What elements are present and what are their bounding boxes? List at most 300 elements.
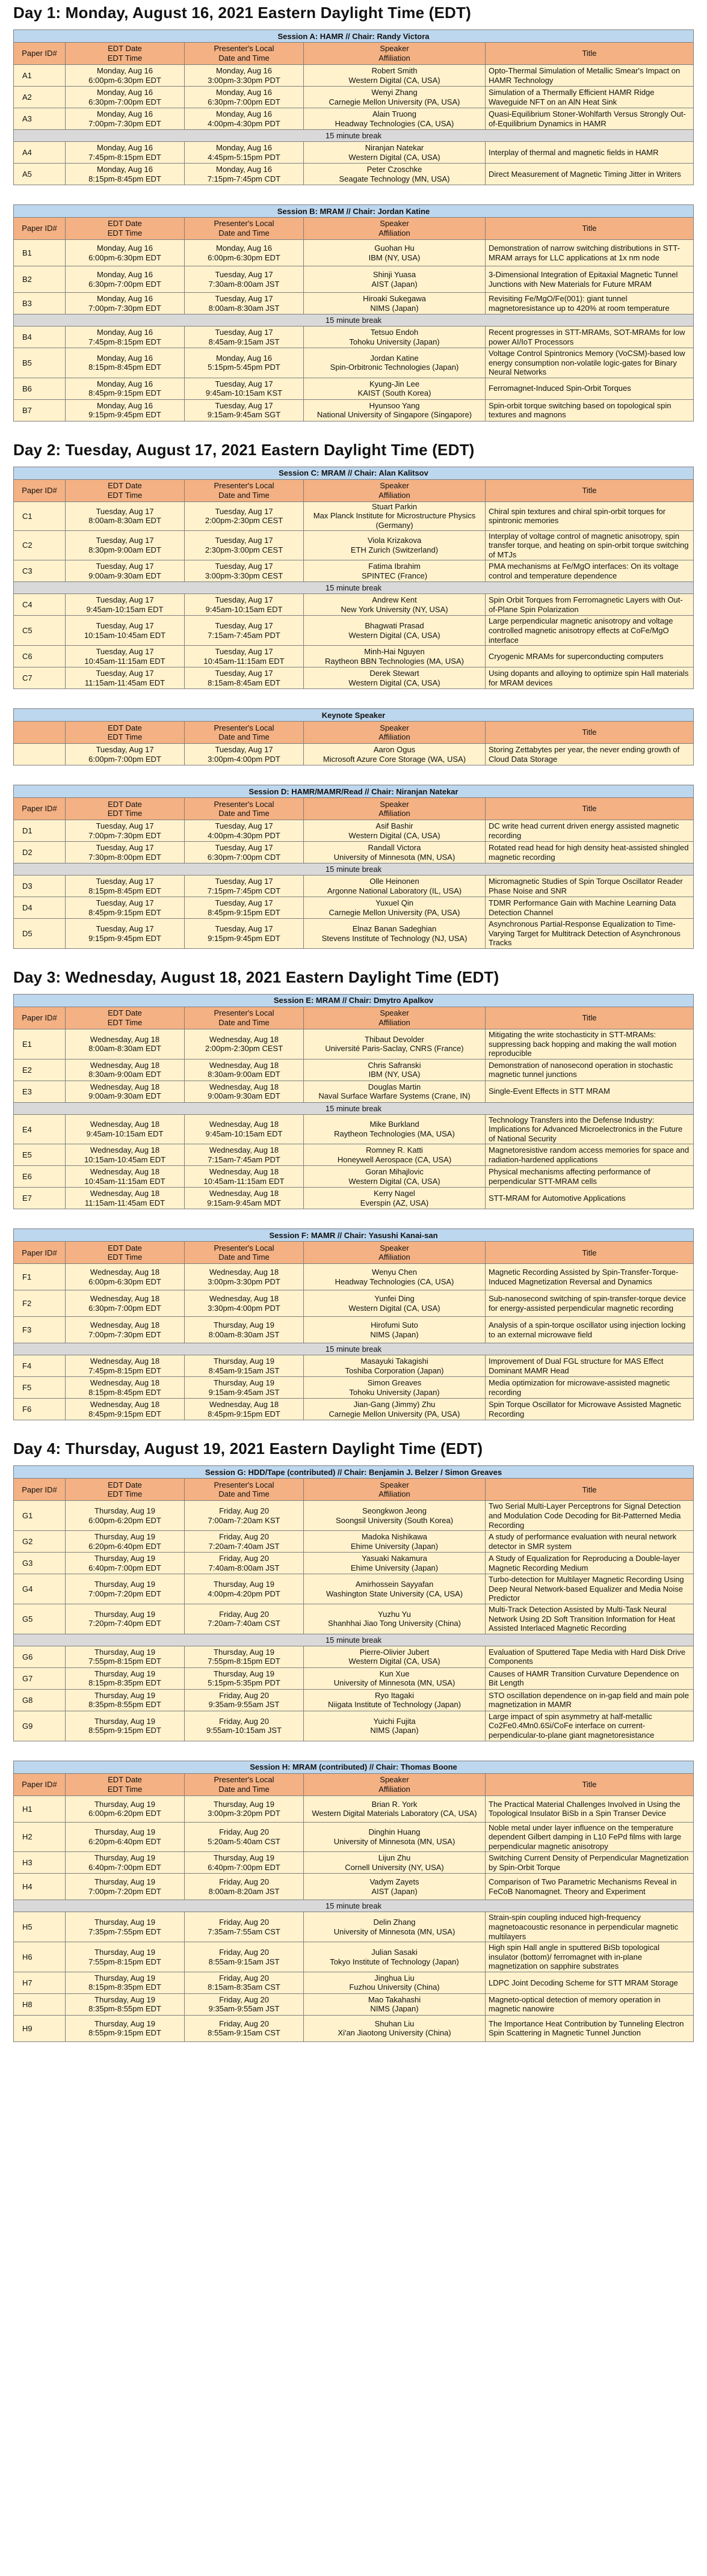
cell-line: Mao Takahashi <box>368 1995 421 2004</box>
day-title: Day 3: Wednesday, August 18, 2021 Eastern Daylight Time (EDT) <box>13 968 499 986</box>
cell-line: Thursday, Aug 19 <box>94 1799 155 1809</box>
talk-title: Comparison of Two Parametric Mechanisms Reveal in FeCoB Nanomagnet. Theory and Experiment <box>486 1874 694 1900</box>
speaker-affiliation <box>304 1501 486 1531</box>
cell-line: Affiliation <box>378 809 410 818</box>
session-header-row <box>14 994 694 1007</box>
cell-line: Aaron Ogus <box>373 745 416 755</box>
cell-line: Monday, Aug 16 <box>216 353 272 363</box>
local-datetime <box>185 1912 304 1942</box>
edt-datetime <box>66 1604 185 1634</box>
cell-line: 7:20pm-7:40pm EDT <box>88 1619 161 1628</box>
paper-id: A2 <box>14 87 66 108</box>
session-table <box>13 467 694 689</box>
column-header <box>304 722 486 744</box>
paper-id: G9 <box>14 1711 66 1741</box>
paper-id: H2 <box>14 1822 66 1852</box>
cell-line: Madoka Nishikawa <box>361 1532 428 1542</box>
column-header <box>66 43 185 65</box>
paper-id: B4 <box>14 327 66 348</box>
paper-id: E3 <box>14 1081 66 1102</box>
cell-line: Argonne National Laboratory (IL, USA) <box>327 886 462 895</box>
cell-line: 3:00pm-3:30pm CEST <box>205 571 283 580</box>
speaker-affiliation <box>304 594 486 616</box>
paper-id: A4 <box>14 142 66 164</box>
paper-id: E7 <box>14 1188 66 1209</box>
cell-line: Monday, Aug 16 <box>216 143 272 152</box>
edt-datetime <box>66 744 185 765</box>
column-header <box>486 722 694 744</box>
session-block <box>13 994 694 1210</box>
cell-line: Monday, Aug 16 <box>216 164 272 174</box>
edt-datetime <box>66 1166 185 1188</box>
column-header <box>14 43 66 65</box>
table-row <box>14 1317 694 1343</box>
speaker-affiliation <box>304 1317 486 1343</box>
paper-id: C6 <box>14 646 66 667</box>
edt-datetime <box>66 378 185 399</box>
edt-datetime <box>66 1501 185 1531</box>
column-header-row <box>14 479 694 501</box>
cell-line: Thursday, Aug 19 <box>94 1647 155 1657</box>
paper-id: G2 <box>14 1531 66 1553</box>
speaker-affiliation <box>304 1574 486 1604</box>
cell-line: Tuesday, Aug 17 <box>96 595 154 605</box>
local-datetime <box>185 1796 304 1822</box>
cell-line: Affiliation <box>378 1489 410 1499</box>
session-table <box>13 708 694 765</box>
day-title: Day 2: Tuesday, August 17, 2021 Eastern Daylight Time (EDT) <box>13 440 475 459</box>
local-datetime <box>185 1059 304 1081</box>
cell-line: Affiliation <box>378 490 410 500</box>
cell-line: Western Digital (CA, USA) <box>348 1657 440 1666</box>
cell-line: 8:45pm-9:15pm EDT <box>88 907 161 917</box>
talk-title: Simulation of a Thermally Efficient HAMR Ridge Waveguide NFT on an AlN Heat Sink <box>486 87 694 108</box>
cell-line: Wednesday, Aug 18 <box>209 1120 279 1129</box>
cell-line: 8:15pm-8:45pm EDT <box>88 886 161 895</box>
local-datetime <box>185 399 304 421</box>
cell-line: 6:00pm-6:30pm EDT <box>88 1277 161 1286</box>
edt-datetime <box>66 919 185 949</box>
cell-line: NIMS (Japan) <box>370 1726 419 1735</box>
talk-title: Chiral spin textures and chiral spin-orbit torques for spintronic memories <box>486 501 694 530</box>
cell-line: Goran Mihajlovic <box>365 1167 424 1177</box>
column-header <box>185 1242 304 1264</box>
talk-title: Spin Orbit Torques from Ferromagnetic Layers with Out-of-Plane Spin Polarization <box>486 594 694 616</box>
cell-line: Title <box>582 485 597 495</box>
cell-line: Western Digital (CA, USA) <box>348 1303 440 1313</box>
cell-line: Affiliation <box>378 1253 410 1262</box>
cell-line: Title <box>582 1248 597 1257</box>
paper-id: E5 <box>14 1144 66 1166</box>
cell-line: 9:15pm-9:45pm EDT <box>88 410 161 420</box>
cell-line: Tuesday, Aug 17 <box>96 621 154 631</box>
cell-line: Masayuki Takagishi <box>360 1357 428 1366</box>
talk-title: Cryogenic MRAMs for superconducting computers <box>486 646 694 667</box>
table-row <box>14 1399 694 1420</box>
cell-line: Presenter's Local <box>214 44 274 54</box>
cell-line: 7:00pm-7:30pm EDT <box>88 118 161 128</box>
cell-line: Monday, Aug 16 <box>97 143 153 152</box>
cell-line: 9:15am-9:45am SGT <box>207 410 281 420</box>
cell-line: Tuesday, Aug 17 <box>215 745 273 755</box>
table-row <box>14 1689 694 1711</box>
table-row <box>14 667 694 689</box>
cell-line: Date and Time <box>218 490 270 500</box>
column-header <box>486 479 694 501</box>
local-datetime <box>185 667 304 689</box>
cell-line: 8:45pm-9:15pm EDT <box>88 388 161 398</box>
cell-line: Date and Time <box>218 1784 270 1794</box>
session-header-row <box>14 467 694 479</box>
cell-line: 6:40pm-7:00pm EDT <box>208 1862 280 1872</box>
cell-line: EDT Time <box>107 1784 143 1794</box>
local-datetime <box>185 1290 304 1317</box>
cell-line: 5:20am-5:40am CST <box>208 1836 280 1846</box>
cell-line: Tuesday, Aug 17 <box>96 669 154 678</box>
speaker-affiliation <box>304 348 486 378</box>
cell-line: Friday, Aug 20 <box>219 1716 269 1726</box>
local-datetime <box>185 1667 304 1689</box>
break-row <box>14 130 694 142</box>
table-row <box>14 1874 694 1900</box>
cell-line: Headway Technologies (CA, USA) <box>335 1277 454 1286</box>
table-row <box>14 1355 694 1377</box>
cell-line: University of Minnesota (MN, USA) <box>333 1836 455 1846</box>
talk-title: Sub-nanosecond switching of spin-transfer-torque device for energy-assisted perpendicular magnetic recording <box>486 1290 694 1317</box>
break-row <box>14 1343 694 1355</box>
paper-id: A3 <box>14 108 66 130</box>
cell-line: Thursday, Aug 19 <box>214 1378 274 1388</box>
column-header <box>304 1773 486 1796</box>
cell-line: Thursday, Aug 19 <box>94 1995 155 2004</box>
cell-line: Paper ID# <box>22 1779 57 1789</box>
speaker-affiliation <box>304 560 486 582</box>
local-datetime <box>185 842 304 863</box>
cell-line: Wednesday, Aug 18 <box>209 1034 279 1044</box>
column-header-row <box>14 798 694 820</box>
break-label: 15 minute break <box>14 1102 694 1114</box>
column-header <box>486 218 694 240</box>
talk-title: Two Serial Multi-Layer Perceptrons for Signal Detection and Modulation Code Decoding for Bit-Patterned Media Recording <box>486 1501 694 1531</box>
cell-line: Western Digital (CA, USA) <box>348 630 440 640</box>
edt-datetime <box>66 1942 185 1972</box>
column-header <box>185 1007 304 1029</box>
column-header-row <box>14 1773 694 1796</box>
paper-id: F3 <box>14 1317 66 1343</box>
cell-line: Kerry Nagel <box>374 1189 415 1198</box>
talk-title: Improvement of Dual FGL structure for MAS Effect Dominant MAMR Head <box>486 1355 694 1377</box>
cell-line: 7:00pm-7:30pm EDT <box>88 1329 161 1339</box>
cell-line: Carnegie Mellon University (PA, USA) <box>329 907 460 917</box>
table-row <box>14 919 694 949</box>
cell-line: Tuesday, Aug 17 <box>96 647 154 657</box>
cell-line: EDT Time <box>107 54 143 63</box>
cell-line: 7:00pm-7:20pm EDT <box>88 1589 161 1598</box>
cell-line: 5:15pm-5:45pm PDT <box>208 363 280 372</box>
talk-title: A Study of Equalization for Reproducing a Double-layer Magnetic Recording Medium <box>486 1553 694 1574</box>
speaker-affiliation <box>304 1377 486 1399</box>
speaker-affiliation <box>304 897 486 919</box>
cell-line: Monday, Aug 16 <box>97 293 153 303</box>
table-row <box>14 1604 694 1634</box>
cell-line: Stuart Parkin <box>371 501 418 511</box>
cell-line: Andrew Kent <box>372 595 417 605</box>
session-header: Session B: MRAM // Chair: Jordan Katine <box>14 205 694 218</box>
cell-line: 2:00pm-2:30pm CEST <box>205 1044 283 1053</box>
local-datetime <box>185 1874 304 1900</box>
cell-line: Speaker <box>380 723 409 732</box>
table-row <box>14 108 694 130</box>
edt-datetime <box>66 293 185 314</box>
column-header <box>14 218 66 240</box>
paper-id: B5 <box>14 348 66 378</box>
cell-line: Tohoku University (Japan) <box>349 337 440 346</box>
cell-line: 3:30pm-4:00pm PDT <box>208 1303 280 1313</box>
edt-datetime <box>66 1972 185 1993</box>
column-header <box>486 1007 694 1029</box>
speaker-affiliation <box>304 87 486 108</box>
paper-id: G1 <box>14 1501 66 1531</box>
edt-datetime <box>66 530 185 560</box>
cell-line: NIMS (Japan) <box>370 1329 419 1339</box>
cell-line: Simon Greaves <box>367 1378 422 1388</box>
local-datetime <box>185 164 304 185</box>
cell-line: Tuesday, Aug 17 <box>96 536 154 545</box>
speaker-affiliation <box>304 616 486 646</box>
column-header-row <box>14 1242 694 1264</box>
table-row <box>14 897 694 919</box>
cell-line: 7:15am-7:45am PDT <box>208 1155 280 1164</box>
talk-title: Causes of HAMR Transition Curvature Dependence on Bit Length <box>486 1667 694 1689</box>
cell-line: Shanhhai Jiao Tong University (China) <box>328 1619 461 1628</box>
local-datetime <box>185 266 304 293</box>
cell-line: 4:00pm-4:20pm PDT <box>208 1589 280 1598</box>
speaker-affiliation <box>304 378 486 399</box>
local-datetime <box>185 1114 304 1144</box>
cell-line: 6:20pm-6:40pm EDT <box>88 1541 161 1551</box>
cell-line: 8:00am-8:30am JST <box>208 1329 280 1339</box>
edt-datetime <box>66 164 185 185</box>
cell-line: Friday, Aug 20 <box>219 1532 269 1542</box>
cell-line: 8:35pm-8:55pm EDT <box>88 2004 161 2014</box>
speaker-affiliation <box>304 1912 486 1942</box>
cell-line: Presenter's Local <box>214 1775 274 1784</box>
cell-line: Tuesday, Aug 17 <box>215 821 273 831</box>
paper-id: F6 <box>14 1399 66 1420</box>
column-header <box>185 798 304 820</box>
local-datetime <box>185 1501 304 1531</box>
cell-line: Presenter's Local <box>214 219 274 228</box>
table-row <box>14 1531 694 1553</box>
session-block <box>13 204 694 422</box>
cell-line: Mike Burkland <box>369 1120 419 1129</box>
column-header-row <box>14 1007 694 1029</box>
local-datetime <box>185 919 304 949</box>
cell-line: Thursday, Aug 19 <box>214 1799 274 1809</box>
cell-line: 3:00pm-3:30pm PDT <box>208 1277 280 1286</box>
edt-datetime <box>66 1822 185 1852</box>
column-header-row <box>14 722 694 744</box>
cell-line: 8:15am-8:35am CST <box>208 1983 280 1992</box>
cell-line: EDT Time <box>107 1017 143 1027</box>
break-label: 15 minute break <box>14 582 694 594</box>
cell-line: Niigata Institute of Technology (Japan) <box>328 1700 461 1710</box>
table-row <box>14 240 694 266</box>
session-header-row <box>14 709 694 722</box>
paper-id <box>14 744 66 765</box>
cell-line: 8:55pm-9:15pm EDT <box>88 1726 161 1735</box>
cell-line: Wednesday, Aug 18 <box>209 1400 279 1409</box>
speaker-affiliation <box>304 1711 486 1741</box>
speaker-affiliation <box>304 1874 486 1900</box>
cell-line: Thursday, Aug 19 <box>94 1580 155 1589</box>
paper-id: H6 <box>14 1942 66 1972</box>
cell-line: Thursday, Aug 19 <box>214 1647 274 1657</box>
break-label: 15 minute break <box>14 314 694 327</box>
session-header: Session H: MRAM (contributed) // Chair: Thomas Boone <box>14 1761 694 1773</box>
talk-title: Mitigating the write stochasticity in STT-MRAMs: suppressing back hopping and making the wall motion reproducible <box>486 1029 694 1059</box>
table-row <box>14 1912 694 1942</box>
cell-line: EDT Date <box>108 219 142 228</box>
cell-line: Friday, Aug 20 <box>219 1973 269 1983</box>
cell-line: Yuxuel Qin <box>375 898 413 908</box>
local-datetime <box>185 1689 304 1711</box>
cell-line: Tetsuo Endoh <box>370 327 419 337</box>
table-row <box>14 876 694 897</box>
session-block <box>13 467 694 689</box>
column-header <box>486 43 694 65</box>
cell-line: Everspin (AZ, USA) <box>360 1198 429 1207</box>
cell-line: Hirofumi Suto <box>371 1320 418 1330</box>
paper-id: G6 <box>14 1646 66 1667</box>
local-datetime <box>185 293 304 314</box>
cell-line: Paper ID# <box>22 224 57 233</box>
talk-title: Technology Transfers into the Defense Industry: Implications for Advanced Microelectronics in the Future of National Security <box>486 1114 694 1144</box>
cell-line: 9:35am-9:55am JST <box>208 1700 280 1710</box>
cell-line: Wednesday, Aug 18 <box>209 1189 279 1198</box>
cell-line: 6:00pm-6:20pm EDT <box>88 1809 161 1818</box>
cell-line: Presenter's Local <box>214 723 274 732</box>
cell-line: Tuesday, Aug 17 <box>215 327 273 337</box>
paper-id: F4 <box>14 1355 66 1377</box>
paper-id: B3 <box>14 293 66 314</box>
speaker-affiliation <box>304 1029 486 1059</box>
column-header <box>486 1479 694 1501</box>
cell-line: EDT Date <box>108 481 142 491</box>
cell-line: AIST (Japan) <box>371 279 418 289</box>
edt-datetime <box>66 108 185 130</box>
cell-line: Speaker <box>380 1775 409 1784</box>
talk-title: Micromagnetic Studies of Spin Torque Oscillator Reader Phase Noise and SNR <box>486 876 694 897</box>
cell-line: Tuesday, Aug 17 <box>215 506 273 516</box>
cell-line: Fatima Ibrahim <box>368 562 421 571</box>
cell-line: Affiliation <box>378 1784 410 1794</box>
local-datetime <box>185 65 304 87</box>
cell-line: Monday, Aug 16 <box>216 66 272 75</box>
edt-datetime <box>66 142 185 164</box>
cell-line: Wednesday, Aug 18 <box>90 1357 160 1366</box>
paper-id: G4 <box>14 1574 66 1604</box>
edt-datetime <box>66 1059 185 1081</box>
table-row <box>14 1377 694 1399</box>
cell-line: Paper ID# <box>22 1013 57 1023</box>
local-datetime <box>185 594 304 616</box>
cell-line: Ryo Itagaki <box>374 1690 415 1700</box>
cell-line: Thursday, Aug 19 <box>94 1554 155 1563</box>
cell-line: Paper ID# <box>22 804 57 814</box>
table-row <box>14 1501 694 1531</box>
cell-line: EDT Date <box>108 1243 142 1253</box>
cell-line: Date and Time <box>218 54 270 63</box>
session-table <box>13 29 694 185</box>
cell-line: Thursday, Aug 19 <box>214 1853 274 1863</box>
speaker-affiliation <box>304 1667 486 1689</box>
day-title: Day 1: Monday, August 16, 2021 Eastern Daylight Time (EDT) <box>13 4 471 22</box>
cell-line: Tuesday, Aug 17 <box>215 595 273 605</box>
column-header <box>66 479 185 501</box>
cell-line: 6:30pm-7:00pm EDT <box>88 279 161 289</box>
cell-line: EDT Time <box>107 490 143 500</box>
cell-line: Tuesday, Aug 17 <box>215 562 273 571</box>
cell-line: EDT Date <box>108 1480 142 1489</box>
cell-line: 8:15pm-8:45pm EDT <box>88 363 161 372</box>
cell-line: 8:00am-8:30am JST <box>208 303 280 313</box>
table-row <box>14 1059 694 1081</box>
cell-line: 7:35pm-7:55pm EDT <box>88 1927 161 1936</box>
column-header <box>14 1242 66 1264</box>
edt-datetime <box>66 1081 185 1102</box>
cell-line: Title <box>582 1779 597 1789</box>
column-header <box>304 218 486 240</box>
table-row <box>14 65 694 87</box>
local-datetime <box>185 1711 304 1741</box>
cell-line: Kyung-Jin Lee <box>369 379 420 388</box>
cell-line: Asif Bashir <box>375 821 413 831</box>
session-table <box>13 785 694 949</box>
talk-title: Demonstration of narrow switching distributions in STT-MRAM arrays for LLC applications at 1x nm node <box>486 240 694 266</box>
talk-title: STT-MRAM for Automotive Applications <box>486 1188 694 1209</box>
table-row <box>14 399 694 421</box>
table-row <box>14 1942 694 1972</box>
cell-line: 9:00am-9:30am EDT <box>88 571 161 580</box>
speaker-affiliation <box>304 1355 486 1377</box>
cell-line: Microsoft Azure Core Storage (WA, USA) <box>323 754 466 764</box>
paper-id: G7 <box>14 1667 66 1689</box>
edt-datetime <box>66 897 185 919</box>
cell-line: Monday, Aug 16 <box>97 379 153 388</box>
session-table <box>13 994 694 1210</box>
break-row <box>14 314 694 327</box>
cell-line: 8:00am-8:30am EDT <box>88 516 161 526</box>
cell-line: Presenter's Local <box>214 481 274 491</box>
local-datetime <box>185 1399 304 1420</box>
talk-title: High spin Hall angle in sputtered BiSb topological insulator (bottom)/ ferromagnet with in-plane magnetization on sapphire substrates <box>486 1942 694 1972</box>
cell-line: 6:00pm-6:30pm EDT <box>88 75 161 85</box>
cell-line: Tuesday, Aug 17 <box>215 536 273 545</box>
cell-line: 8:45pm-9:15pm EDT <box>208 907 280 917</box>
local-datetime <box>185 348 304 378</box>
cell-line: Seagate Technology (MN, USA) <box>339 174 450 183</box>
cell-line: Speaker <box>380 1008 409 1018</box>
cell-line: Alain Truong <box>372 109 416 118</box>
cell-line: Friday, Aug 20 <box>219 1877 269 1887</box>
cell-line: Thibaut Devolder <box>365 1034 424 1044</box>
table-row <box>14 1553 694 1574</box>
cell-line: Kun Xue <box>379 1669 410 1678</box>
edt-datetime <box>66 1114 185 1144</box>
cell-line: Wednesday, Aug 18 <box>90 1167 160 1177</box>
cell-line: Wednesday, Aug 18 <box>209 1294 279 1304</box>
